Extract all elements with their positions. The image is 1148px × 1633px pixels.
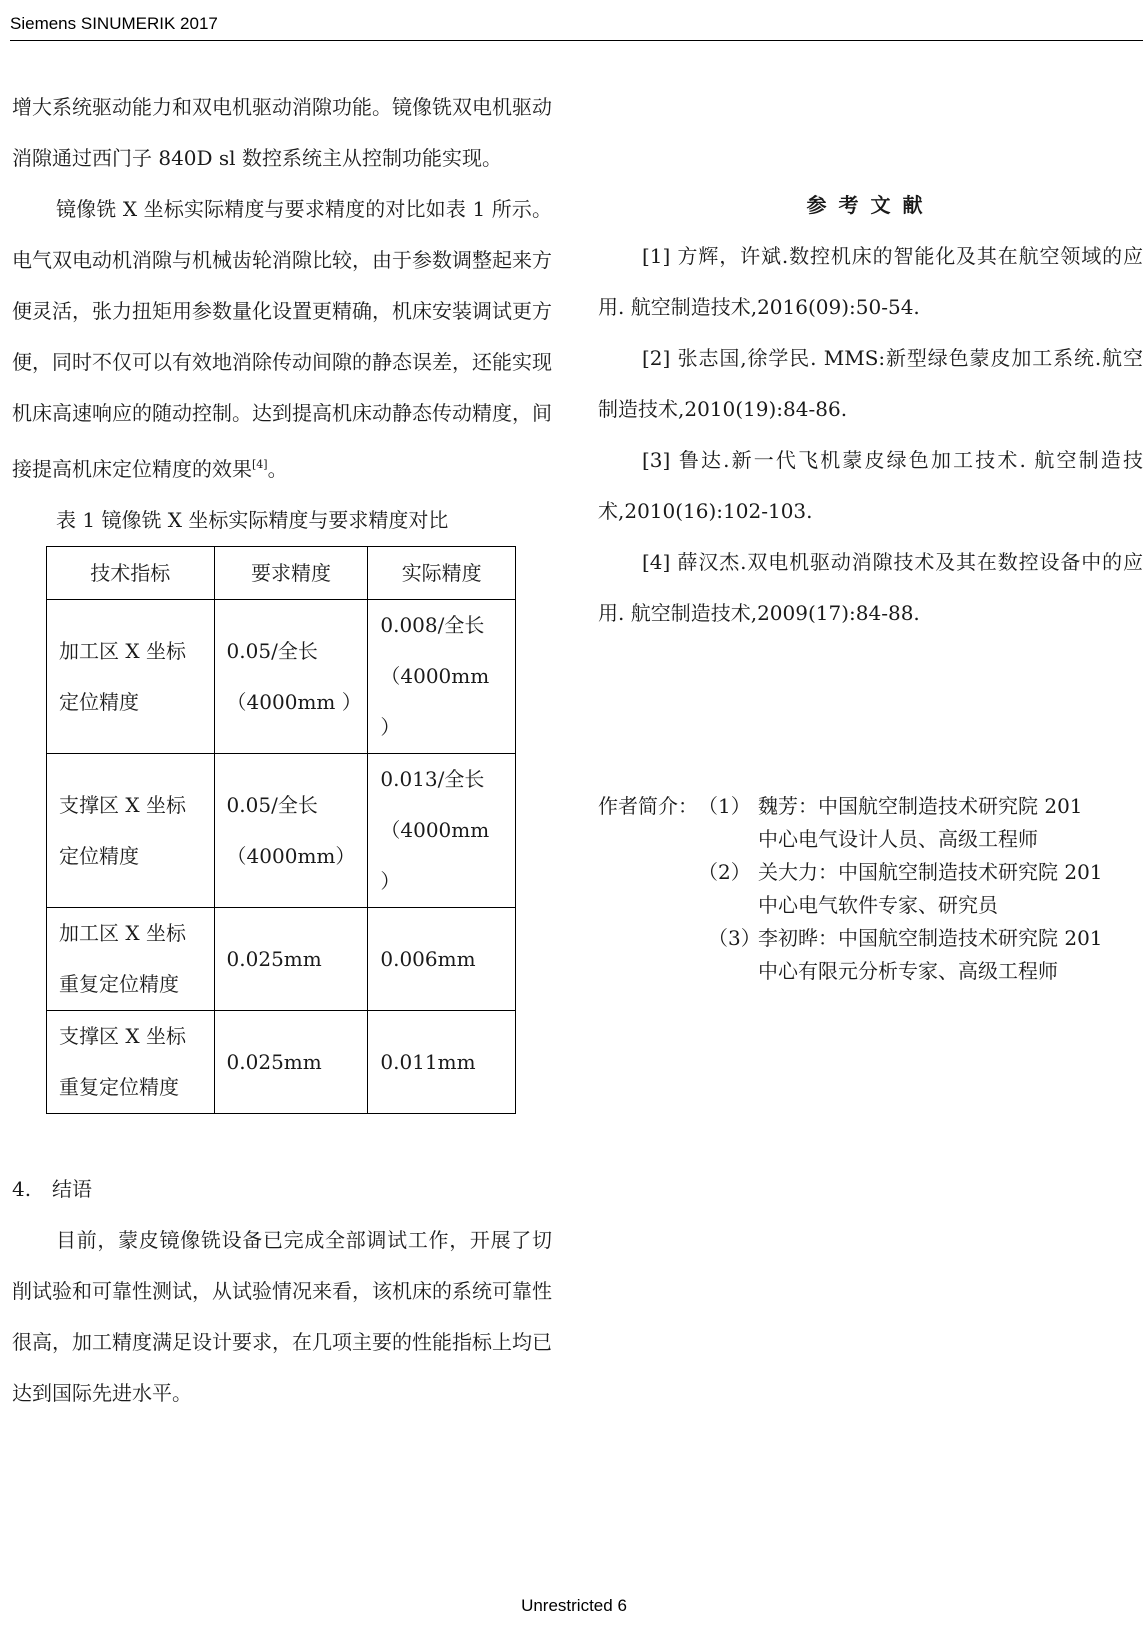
reference-item: [1] 方辉，许斌.数控机床的智能化及其在航空领域的应用. 航空制造技术,2016(09):50-54. bbox=[598, 244, 1143, 319]
body-paragraph-3: 目前，蒙皮镜像铣设备已完成全部调试工作，开展了切削试验和可靠性测试，从试验情况来看，该机床的系统可靠性很高，加工精度满足设计要求，在几项主要的性能指标上均已达到国际先进水平。 bbox=[12, 1228, 552, 1405]
author-entry bbox=[598, 922, 1143, 988]
author-desc: 中心有限元分析专家、高级工程师 bbox=[758, 959, 1058, 983]
author-bio bbox=[598, 790, 1143, 988]
body-paragraph-1: 增大系统驱动能力和双电机驱动消隙功能。镜像铣双电机驱动消隙通过西门子 840D sl 数控系统主从控制功能实现。 bbox=[12, 95, 552, 170]
right-column bbox=[598, 180, 1143, 639]
author-desc: 中心电气软件专家、研究员 bbox=[758, 893, 998, 917]
section-heading bbox=[12, 1164, 552, 1215]
table-header-row bbox=[47, 547, 516, 600]
references-title: 参考文献 bbox=[806, 193, 935, 217]
table-header-cell: 要求精度 bbox=[214, 547, 368, 600]
author-name: 李初晔：中国航空制造技术研究院 201 bbox=[758, 926, 1103, 950]
table-cell: 加工区 X 坐标定位精度 bbox=[47, 600, 215, 754]
header-divider bbox=[10, 40, 1143, 41]
table-cell: 0.013/全长（4000mm ） bbox=[368, 754, 516, 908]
author-entry bbox=[598, 856, 1143, 922]
reference-item: [4] 薛汉杰.双电机驱动消隙技术及其在数控设备中的应用. 航空制造技术,2009(17):84-88. bbox=[598, 550, 1143, 625]
spacer bbox=[12, 1114, 552, 1164]
table-cell: 加工区 X 坐标重复定位精度 bbox=[47, 908, 215, 1011]
table-row bbox=[47, 1011, 516, 1114]
paragraph-2-end: 。 bbox=[267, 457, 288, 481]
author-label: 作者简介： bbox=[598, 794, 698, 818]
section-title: 结语 bbox=[52, 1177, 92, 1201]
section-number: 4. bbox=[12, 1177, 32, 1201]
table-row bbox=[47, 600, 516, 754]
table-cell: 0.05/全长（4000mm ） bbox=[214, 600, 368, 754]
author-desc: 中心电气设计人员、高级工程师 bbox=[758, 827, 1038, 851]
table-cell: 0.025mm bbox=[214, 1011, 368, 1114]
page-footer: Unrestricted 6 bbox=[521, 1596, 627, 1615]
table-cell: 0.05/全长（4000mm） bbox=[214, 754, 368, 908]
author-number: （3） bbox=[708, 926, 761, 950]
precision-table bbox=[46, 546, 516, 1114]
table-row bbox=[47, 908, 516, 1011]
table-cell: 支撑区 X 坐标定位精度 bbox=[47, 754, 215, 908]
author-number: （1） bbox=[698, 794, 751, 818]
left-column bbox=[12, 82, 552, 1419]
citation-marker: [4] bbox=[252, 458, 268, 471]
table-row bbox=[47, 754, 516, 908]
body-paragraph-2 bbox=[12, 184, 552, 495]
paragraph-2-text: 镜像铣 X 坐标实际精度与要求精度的对比如表 1 所示。电气双电动机消隙与机械齿轮消隙比较，由于参数调整起来方便灵活，张力扭矩用参数量化设置更精确，机床安装调试更方便，同时不仅可以有效地消除传动间隙的静态误差，还能实现机床高速响应的随动控制。达到提高机床动静态传动精度，间接提高机床定位精度的效果 bbox=[12, 197, 552, 481]
author-name: 魏芳：中国航空制造技术研究院 201 bbox=[758, 794, 1083, 818]
table-header-cell: 技术指标 bbox=[47, 547, 215, 600]
page-header: Siemens SINUMERIK 2017 bbox=[10, 14, 218, 33]
table-cell: 0.025mm bbox=[214, 908, 368, 1011]
table-header-cell: 实际精度 bbox=[368, 547, 516, 600]
reference-item: [2] 张志国,徐学民. MMS:新型绿色蒙皮加工系统.航空制造技术,2010(19):84-86. bbox=[598, 346, 1143, 421]
reference-item: [3] 鲁达.新一代飞机蒙皮绿色加工技术. 航空制造技术,2010(16):102-103. bbox=[598, 448, 1143, 523]
author-number: （2） bbox=[698, 860, 751, 884]
table-cell: 0.011mm bbox=[368, 1011, 516, 1114]
table-cell: 支撑区 X 坐标重复定位精度 bbox=[47, 1011, 215, 1114]
table-cell: 0.008/全长（4000mm ） bbox=[368, 600, 516, 754]
table-caption: 表 1 镜像铣 X 坐标实际精度与要求精度对比 bbox=[56, 508, 449, 532]
table-cell: 0.006mm bbox=[368, 908, 516, 1011]
author-name: 关大力：中国航空制造技术研究院 201 bbox=[758, 860, 1103, 884]
author-entry bbox=[598, 790, 1143, 856]
